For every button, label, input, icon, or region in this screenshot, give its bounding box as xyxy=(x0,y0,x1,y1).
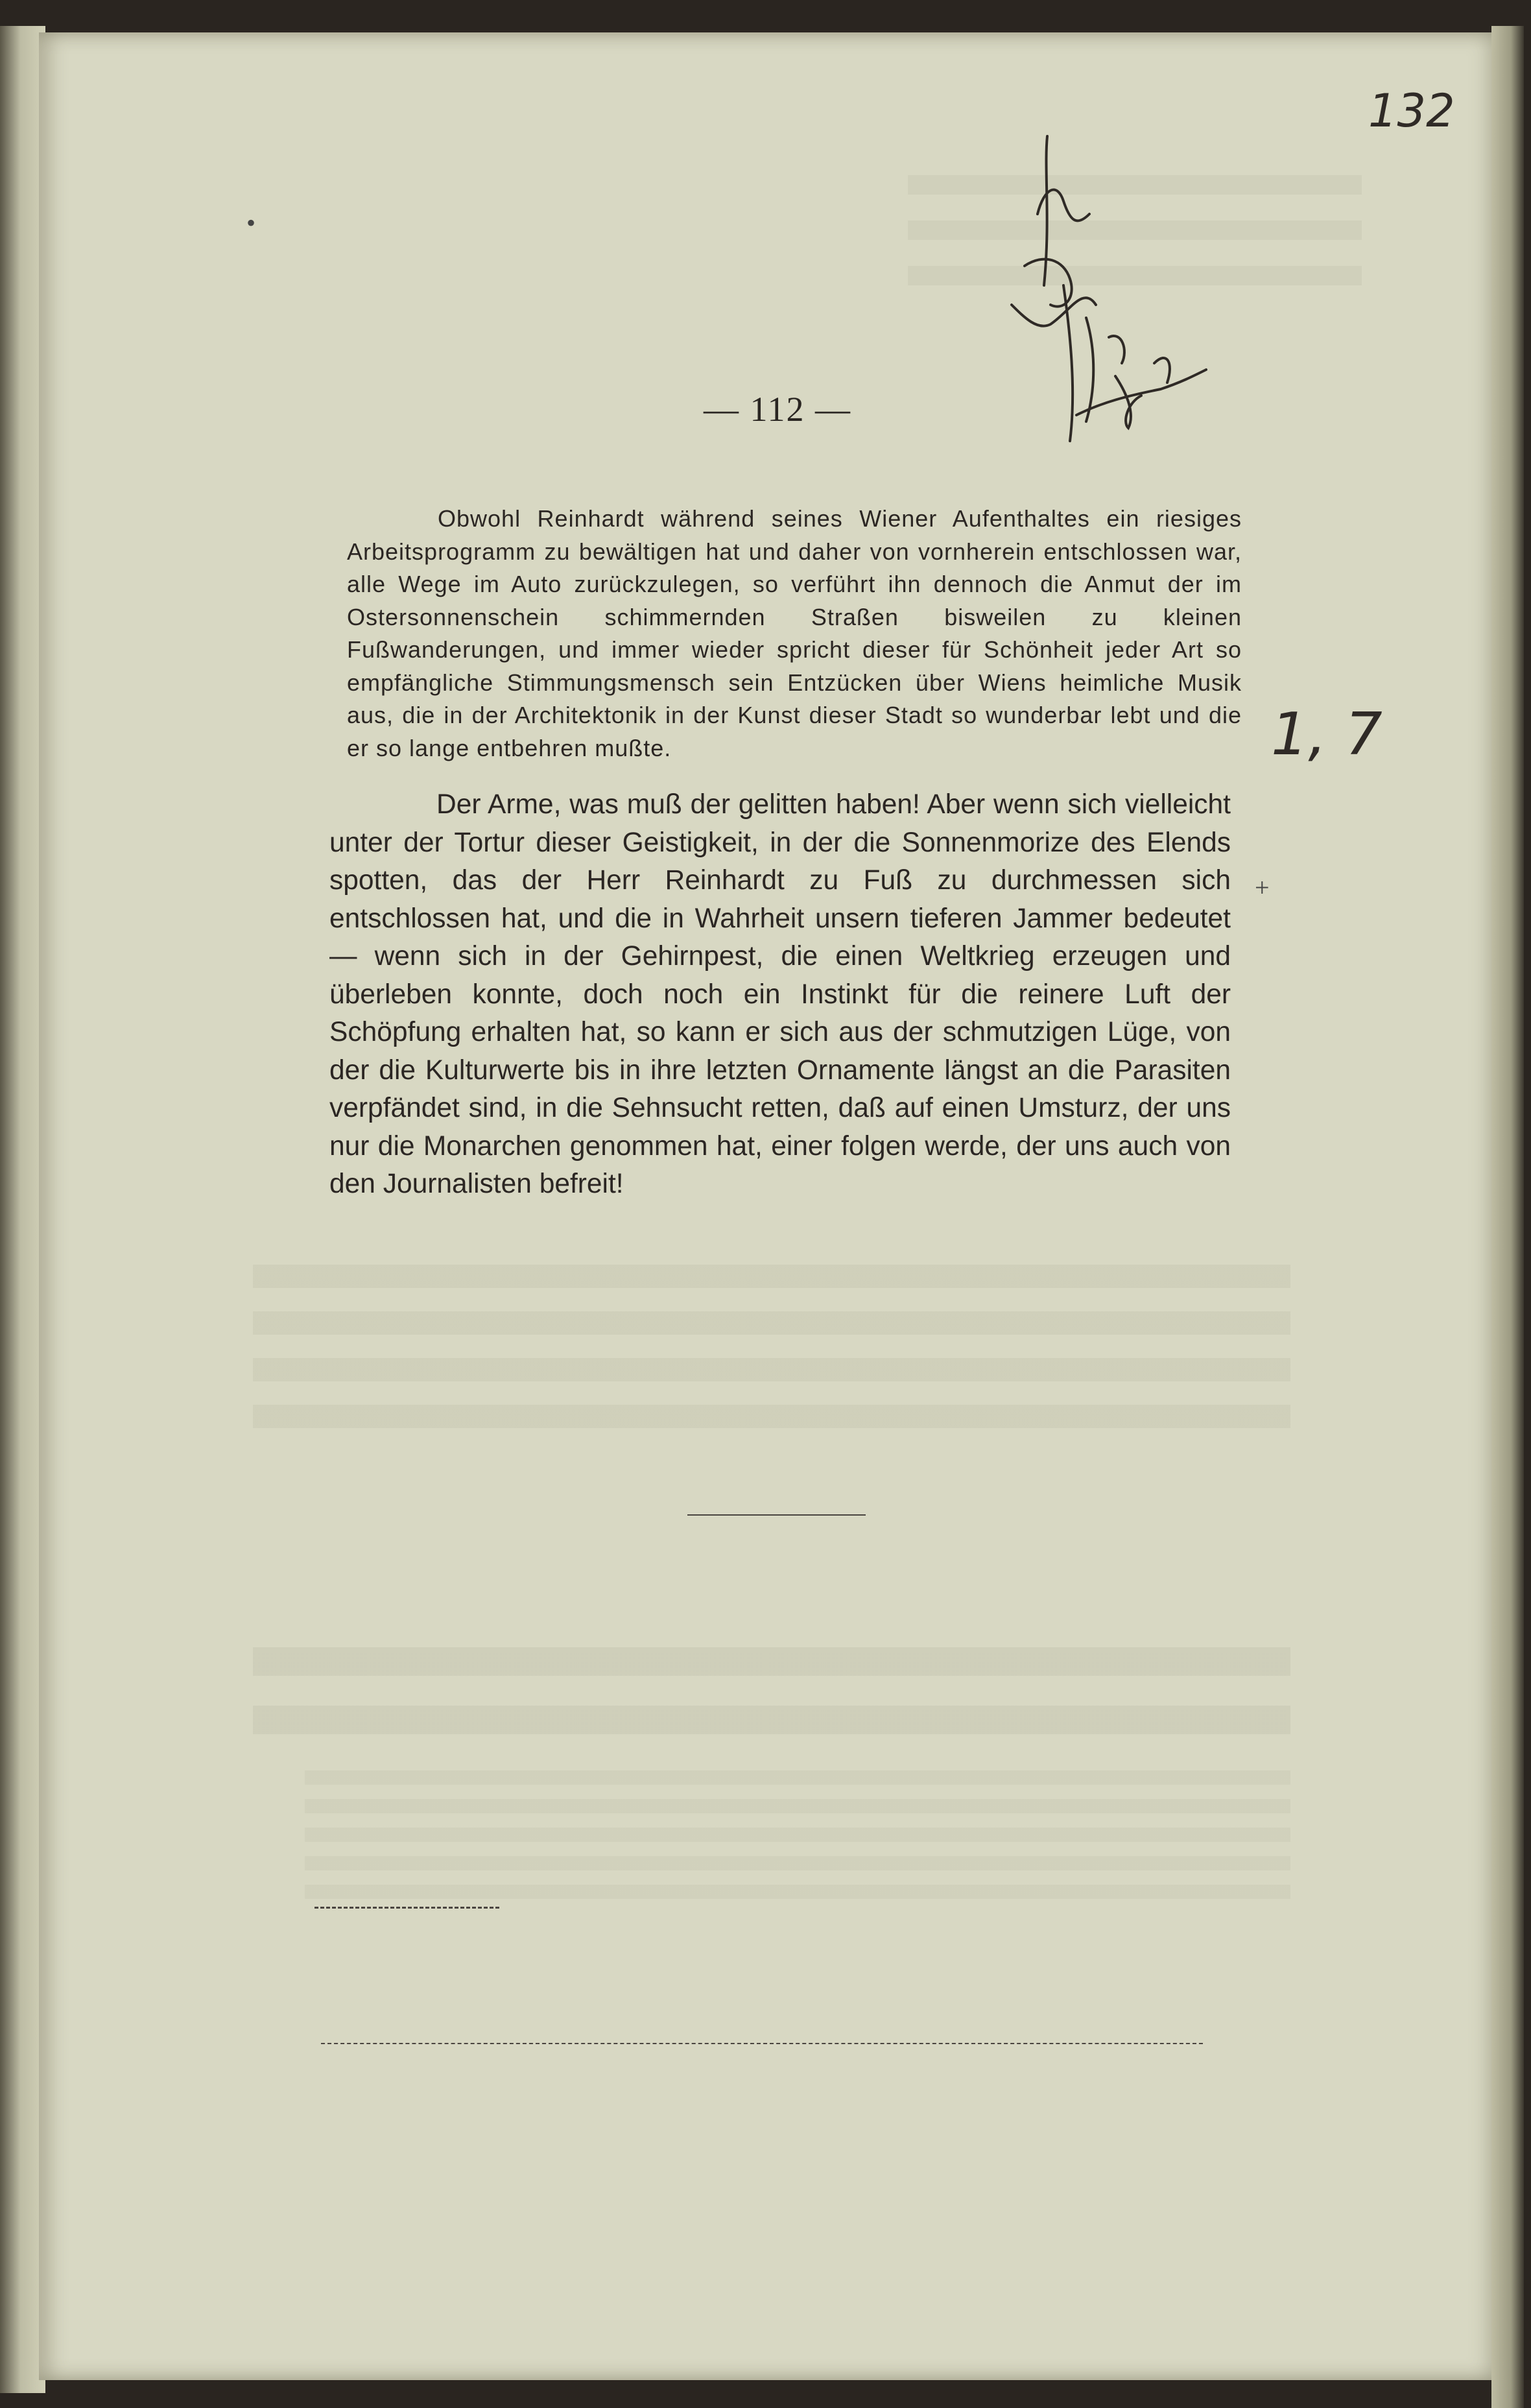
stray-mark: + xyxy=(1255,873,1270,902)
bleed-through-block xyxy=(253,1647,1290,1764)
paragraph-1: Obwohl Reinhardt während seines Wiener Aufenthaltes ein riesiges Arbeitsprogramm zu bewältigen hat und daher von vornherein entschlossen war, alle Wege im Auto zurückzulegen, so verführt ihn dennoch die Anmut der im Ostersonnenschein schimmernden Straßen bisweilen zu kleinen Fußwanderungen, und immer wieder spricht dieser für Schönheit jeder Art so empfängliche Stimmungsmensch sein Entzücken über Wiens heimliche Musik aus, die in der Architektonik in der Kunst dieser Stadt so wunderbar lebt und die er so lange entbehren mußte. xyxy=(347,505,1242,761)
stray-mark: • xyxy=(246,208,256,237)
bleed-through-block xyxy=(253,1265,1290,1433)
separator-rule xyxy=(687,1514,866,1516)
dashed-rule xyxy=(321,2043,1203,2044)
page-edge-shadow xyxy=(1491,26,1524,2408)
document-page xyxy=(39,32,1501,2380)
handwritten-signature xyxy=(973,117,1232,467)
margin-note: 1, 7 xyxy=(1271,700,1383,769)
folio-number: 132 xyxy=(1368,84,1455,137)
paragraph-2: Der Arme, was muß der gelitten haben! Aber wenn sich vielleicht unter der Tortur dieser Geistigkeit, in der die Sonnenmorize des Elends spotten, das der Herr Reinhardt zu Fuß zu durchmessen sich entschlossen hat, und die in Wahrheit unsern tieferen Jammer bedeutet — wenn sich in der Gehirnpest, die einen Weltkrieg erzeugen und überleben konnte, doch noch ein Instinkt für die reinere Luft der Schöpfung erhalten hat, so kann er sich aus der schmutzigen Lüge, von der die Kulturwerte bis in ihre letzten Ornamente längst an die Parasiten verpfändet sind, in die Sehnsucht retten, daß auf einen Umsturz, der uns nur die Monarchen genommen hat, einer folgen werde, der uns auch von den Journalisten befreit! xyxy=(329,789,1231,1199)
dashed-rule xyxy=(315,1907,499,1909)
bleed-through-block xyxy=(305,1770,1290,1913)
page-number: — 112 — xyxy=(704,390,851,429)
